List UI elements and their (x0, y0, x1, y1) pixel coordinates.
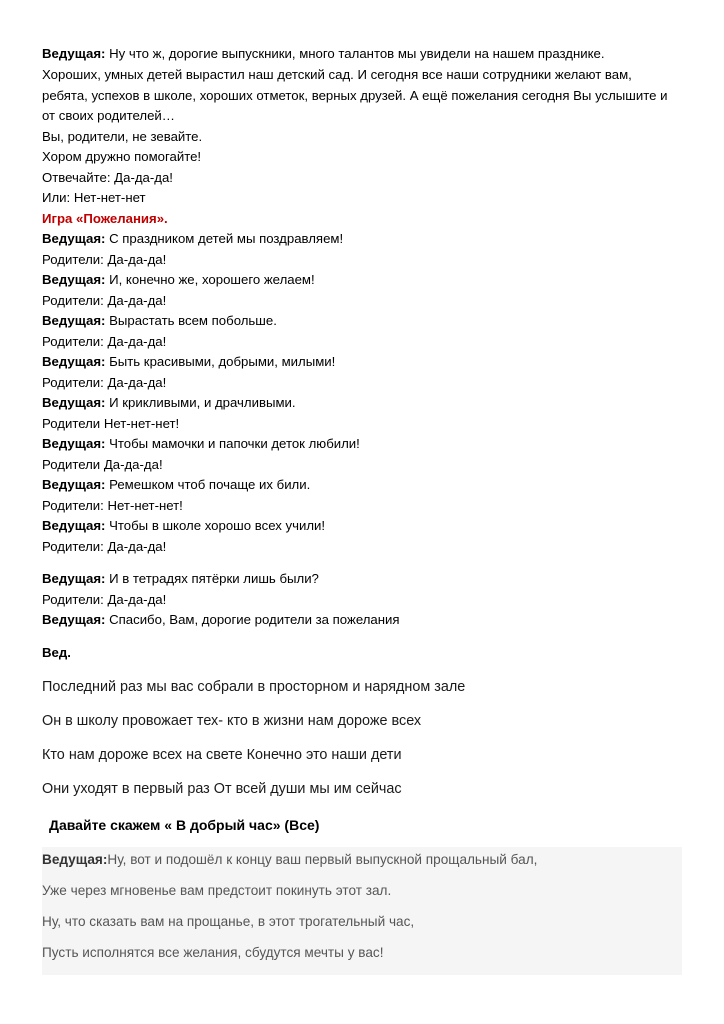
speech-text: С праздником детей мы поздравляем! (105, 231, 344, 246)
speech-text: Родители: Да-да-да! (42, 334, 167, 349)
game-title: Игра «Пожелания». (42, 211, 168, 226)
speaker-label: Ведущая: (42, 571, 106, 586)
speaker-label: Ведущая: (42, 272, 106, 287)
intro-line: Хором дружно помогайте! (42, 149, 202, 164)
speaker-label: Ведущая: (42, 477, 106, 492)
dialog-line (42, 334, 166, 350)
ved-label: Вед. (42, 645, 71, 660)
speaker-label: Ведущая: (42, 354, 106, 369)
dialog-line (42, 457, 163, 473)
dialog-line (42, 416, 179, 432)
speech-text: И крикливыми, и драчливыми. (105, 395, 296, 410)
dialog-line (42, 592, 166, 608)
dialog-line (42, 293, 166, 309)
final-line: Ну, что сказать вам на прощанье, в этот трогательный час, (42, 914, 415, 929)
dialog-line (42, 539, 166, 555)
speech-text: Родители: Да-да-да! (42, 592, 167, 607)
final-line (42, 852, 537, 868)
speech-text: И, конечно же, хорошего желаем! (105, 272, 315, 287)
paragraph-line: Хороших, умных детей вырастил наш детский сад. И сегодня все наши сотрудники желают вам, (42, 67, 632, 82)
speech-text: Родители: Да-да-да! (42, 293, 167, 308)
dialog-line (42, 231, 343, 247)
poem-line: Кто нам дороже всех на свете Конечно это наши дети (42, 747, 402, 763)
speaker-label: Ведущая: (42, 395, 106, 410)
speech-text: Родители Нет-нет-нет! (42, 416, 180, 431)
dialog-line (42, 498, 183, 514)
speech-text: Быть красивыми, добрыми, милыми! (105, 354, 336, 369)
paragraph-line: от своих родителей… (42, 108, 175, 123)
intro-line: Вы, родители, не зевайте. (42, 129, 203, 144)
dialog-line (42, 436, 360, 452)
intro-line: Отвечайте: Да-да-да! (42, 170, 173, 185)
dialog-line (42, 272, 315, 288)
dialog-line (42, 612, 400, 628)
speaker-label: Ведущая: (42, 231, 106, 246)
speech-text: Родители: Нет-нет-нет! (42, 498, 183, 513)
speech-text: Чтобы мамочки и папочки деток любили! (105, 436, 360, 451)
speech-text: Ну что ж, дорогие выпускники, много талантов мы увидели на нашем празднике. (105, 46, 605, 61)
paragraph-line: ребята, успехов в школе, хороших отметок, верных друзей. А ещё пожелания сегодня Вы услышите и (42, 88, 668, 103)
dialog-line (42, 252, 166, 268)
dialog-line (42, 313, 277, 329)
poem-line: Последний раз мы вас собрали в просторном и нарядном зале (42, 679, 466, 695)
speech-text: Ремешком чтоб почаще их били. (105, 477, 311, 492)
speech-text: Ну, вот и подошёл к концу ваш первый выпускной прощальный бал, (107, 852, 538, 867)
speaker-label: Ведущая: (42, 612, 106, 627)
speech-text: Родители: Да-да-да! (42, 252, 167, 267)
speech-text: Чтобы в школе хорошо всех учили! (105, 518, 326, 533)
speaker-label: Ведущая: (42, 518, 106, 533)
speaker-label: Ведущая: (42, 852, 108, 867)
dialog-line (42, 395, 296, 411)
speaker-label: Ведущая: (42, 313, 106, 328)
dialog-line (42, 518, 325, 534)
speech-text: Родители: Да-да-да! (42, 375, 167, 390)
speech-text: Родители: Да-да-да! (42, 539, 167, 554)
poem-line: Они уходят в первый раз От всей души мы им сейчас (42, 781, 402, 797)
intro-line: Или: Нет-нет-нет (42, 190, 146, 205)
final-line: Пусть исполнятся все желания, сбудутся мечты у вас! (42, 945, 384, 960)
dialog-line (42, 375, 166, 391)
speech-text: И в тетрадях пятёрки лишь были? (105, 571, 319, 586)
paragraph-line (42, 46, 605, 62)
speech-text: Спасибо, Вам, дорогие родители за пожелания (105, 612, 400, 627)
dialog-line (42, 571, 319, 587)
dialog-line (42, 354, 335, 370)
all-together-line: Давайте скажем « В добрый час» (Все) (49, 817, 320, 833)
dialog-line (42, 477, 310, 493)
poem-line: Он в школу провожает тех- кто в жизни нам дороже всех (42, 713, 422, 729)
speech-text: Родители Да-да-да! (42, 457, 163, 472)
speech-text: Вырастать всем побольше. (105, 313, 277, 328)
final-line: Уже через мгновенье вам предстоит покинуть этот зал. (42, 883, 392, 898)
speaker-label: Ведущая: (42, 46, 106, 61)
speaker-label: Ведущая: (42, 436, 106, 451)
